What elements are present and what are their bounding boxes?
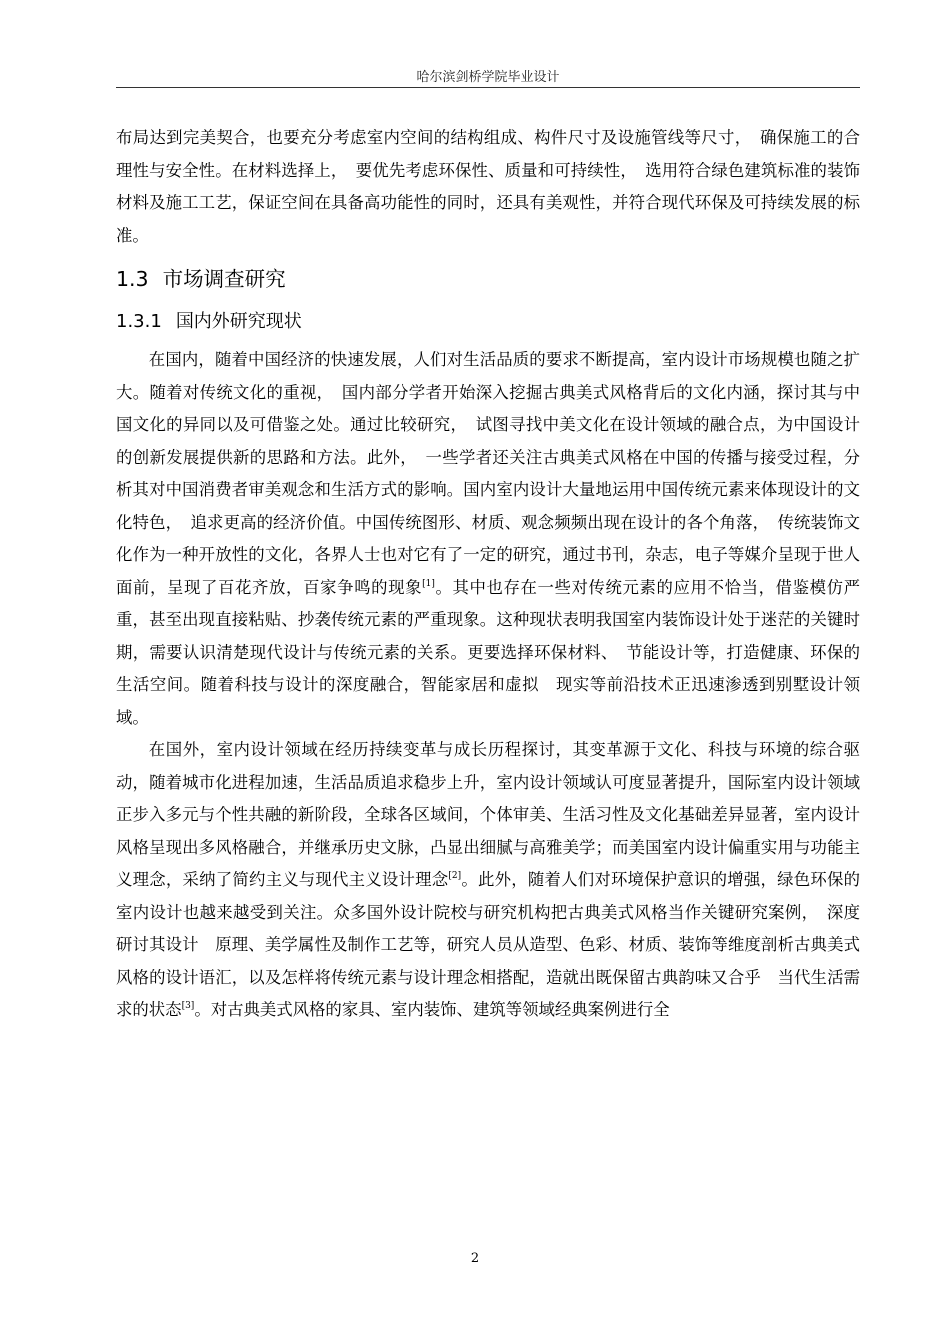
paragraph-foreign: [116, 734, 877, 1027]
paragraph-continuation: 布局达到完美契合，也要充分考虑室内空间的结构组成、构件尺寸及设施管线等尺寸， 确保施工的合理性与安全性。在材料选择上， 要优先考虑环保性、质量和可持续性， 选用符合绿色建筑标准的装饰材料及施工工艺，保证空间在具备高功能性的同时，还具有美观性，并符合现代环保及可持续发展的标准。: [116, 128, 860, 245]
page-body: [116, 122, 877, 1027]
citation-ref: [1]: [422, 578, 435, 589]
section-number: 1.3: [116, 267, 149, 291]
paragraph-text: 。其中也存在一些对传统元素的应用不恰当，借鉴模仿严重，甚至出现直接粘贴、抄袭传统元素的严重现象。这种现状表明我国室内装饰设计处于迷茫的关键时期，需要认识清楚现代设计与传统元素的关系。更要选择环保材料、 节能设计等，打造健康、环保的生活空间。随着科技与设计的深度融合，智能家居和虚拟 现实等前沿技术正迅速渗透到别墅设计领域。: [116, 577, 861, 727]
paragraph-text: 。对古典美式风格的家具、室内装饰、建筑等领域经典案例进行全: [194, 1000, 670, 1019]
subsection-title: 国内外研究现状: [175, 311, 302, 332]
citation-ref: [2]: [448, 871, 462, 881]
page-header: 哈尔滨剑桥学院毕业设计: [416, 70, 560, 85]
section-heading: [116, 262, 860, 296]
page-number: 2: [470, 1251, 480, 1266]
section-title: 市场调查研究: [162, 267, 286, 291]
paragraph-text: 。此外，随着人们对环境保护意识的增强，绿色环保的室内设计也越来越受到关注。众多国外设计院校与研究机构把古典美式风格当作关键研究案例， 深度研讨其设计 原理、美学属性及制作工艺等，研究人员从造型、色彩、材质、装饰等维度剖析古典美式 风格的设计语汇，以及怎样将传统元素与设计理念相搭配，造就出既保留古典韵味又合乎 当代生活需求的状态: [116, 870, 877, 1019]
header-divider: [116, 87, 860, 88]
subsection-heading: [116, 306, 860, 338]
subsection-number: 1.3.1: [116, 311, 162, 332]
citation-ref: [3]: [181, 1001, 195, 1011]
paragraph-domestic: [116, 344, 860, 734]
paragraph-text: 在国内，随着中国经济的快速发展，人们对生活品质的要求不断提高，室内设计市场规模也随之扩大。随着对传统文化的重视， 国内部分学者开始深入挖掘古典美式风格背后的文化内涵，探讨其与中国文化的异同以及可借鉴之处。通过比较研究， 试图寻找中美文化在设计领域的融合点，为中国设计的创新发展提供新的思路和方法。此外， 一些学者还关注古典美式风格在中国的传播与接受过程，分析其对中国消费者审美观念和生活方式的影响。国内室内设计大量地运用中国传统元素来体现设计的文化特色， 追求更高的经济价值。中国传统图形、材质、观念频频出现在设计的各个角落， 传统装饰文化作为一种开放性的文化，各界人士也对它有了一定的研究，通过书刊，杂志，电子等媒介呈现于世人面前，呈现了百花齐放，百家争鸣的现象: [116, 350, 860, 597]
paragraph-text: 在国外，室内设计领域在经历持续变革与成长历程探讨，其变革源于文化、科技与环境的综合驱动，随着城市化进程加速，生活品质追求稳步上升，室内设计领域认可度显著提升，国际室内设计领域正步入多元与个性共融的新阶段，全球各区域间，个体审美、生活习性及文化基础差异显著，室内设计风格呈现出多风格融合，并继承历史文脉，凸显出细腻与高雅美学；而美国室内设计偏重实用与功能主义理念，采纳了简约主义与现代主义设计理念: [116, 740, 860, 889]
